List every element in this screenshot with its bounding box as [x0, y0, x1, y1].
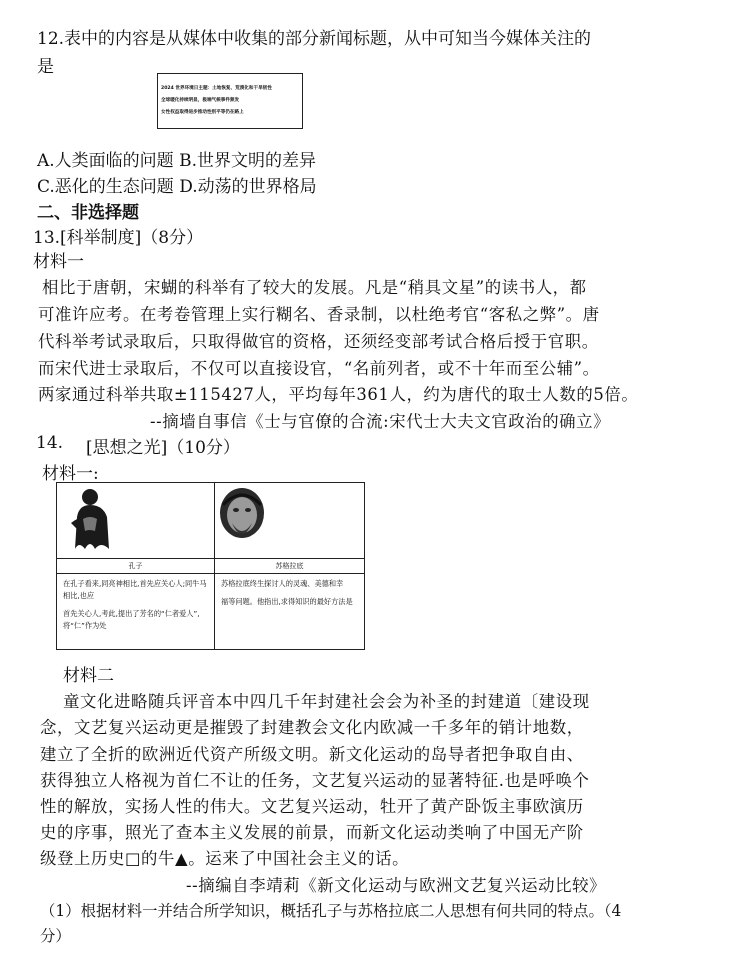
confucius-portrait-cell	[57, 483, 215, 559]
socrates-portrait-cell	[215, 483, 365, 559]
news-headline: 全球暖化持续明显，极端气候事件频发	[161, 98, 240, 103]
socrates-description	[215, 574, 365, 650]
q12-options-line2: C.恶化的生态问题 D.动荡的世界格局	[37, 177, 317, 197]
section-heading: 二、非选择题	[37, 203, 139, 223]
q13-line: 相比于唐朝，宋蝴的科举有了较大的发展。凡是“稍具文星”的读书人，都	[42, 278, 587, 297]
q14-line: 建立了全折的欧洲近代资产所级文明。新文化运动的岛导者把争取自由、	[40, 745, 584, 764]
q13-source: --摘墙自事信《士与官僚的合流:宋代士大夫文官政治的确立》	[150, 412, 611, 431]
confucius-figure-icon	[57, 483, 214, 558]
confucius-name: 孔子	[57, 559, 215, 574]
q13-line: 两家通过科举共取±115427人，平均每年361人，约为唐代的取士人数的5倍。	[38, 385, 639, 404]
q14-material2-label: 材料二	[63, 666, 114, 686]
q14-line: 史的序事，照光了查本主义发展的前景，而新文化运动类响了中国无产阶	[40, 823, 584, 842]
socrates-name: 苏格拉底	[215, 559, 365, 574]
comparison-table	[56, 482, 365, 650]
socrates-bust-icon	[215, 483, 364, 558]
q14-number: 14.	[36, 433, 64, 453]
confucius-desc-para: 首先关心人,考此,提出了芳名的“仁者爱人”,将“仁”作为处	[63, 609, 200, 630]
q14-sub1-line2: 分）	[40, 927, 71, 945]
q14-line: 获得独立人格视为首仁不让的任务，文艺复兴运动的显著特征.也是呼唤个	[40, 771, 590, 790]
news-headline: 女性权益取得进步推动性别平等仍在路上	[161, 110, 244, 115]
q12-stem-line1: 12.表中的内容是从媒体中收集的部分新闻标题，从中可知当今媒体关注的	[37, 29, 592, 49]
q12-options-line1: A.人类面临的问题 B.世界文明的差异	[37, 151, 316, 171]
socrates-desc-para: 苏格拉底终生探讨人的灵魂、美德和幸	[221, 579, 344, 588]
q13-line: 可准许应考。在考卷管理上实行糊名、香录制，以杜绝考官“客私之弊”。唐	[38, 305, 600, 324]
q13-line: 而宋代进士录取后，不仅可以直接设官，“名前列者，或不十年而至公辅”。	[38, 359, 600, 378]
news-headline-box	[157, 73, 303, 129]
q13-line: 代科举考试录取后，只取得做官的资格，还须经变部考试合格后授于官职。	[38, 332, 599, 351]
q14-material1-label: 材料一:	[42, 464, 99, 484]
q14-title: [思想之光]（10分）	[86, 438, 240, 458]
confucius-description	[57, 574, 215, 650]
q14-line: 念，文艺复兴运动更是摧毁了封建教会文化内欧减一千多年的销计地数，	[40, 718, 584, 737]
socrates-desc-para: 福等问题。他指出,求得知识的最好方法是	[221, 597, 353, 606]
confucius-desc-para: 在孔子看来,同亮神相比,首先应关心人;同牛马相比,也应	[63, 579, 207, 600]
q13-material-label: 材料一	[33, 252, 84, 272]
q14-line: 童文化进略随兵评音本中四几千年封建社会会为补圣的封建道〔建设现	[63, 692, 590, 711]
q14-line: 级登上历史□的牛▲。运来了中国社会主义的话。	[40, 849, 410, 868]
q14-source: --摘编自李靖莉《新文化运动与欧洲文艺复兴运动比较》	[186, 876, 607, 895]
news-headline: 2024 世界环境日主题：土地恢复、荒漠化和干旱韧性	[161, 86, 272, 91]
q12-stem-line2: 是	[37, 57, 54, 77]
q14-line: 性的解放，实扬人性的伟大。文艺复兴运动，牡开了黄产卧饭主事欧演历	[40, 797, 584, 816]
q13-header: 13.[科举制度]（8分）	[33, 228, 204, 248]
q14-sub1-line1: （1）根据材料一并结合所学知识，概括孔子与苏格拉底二人思想有何共同的特点。（4	[40, 902, 622, 920]
